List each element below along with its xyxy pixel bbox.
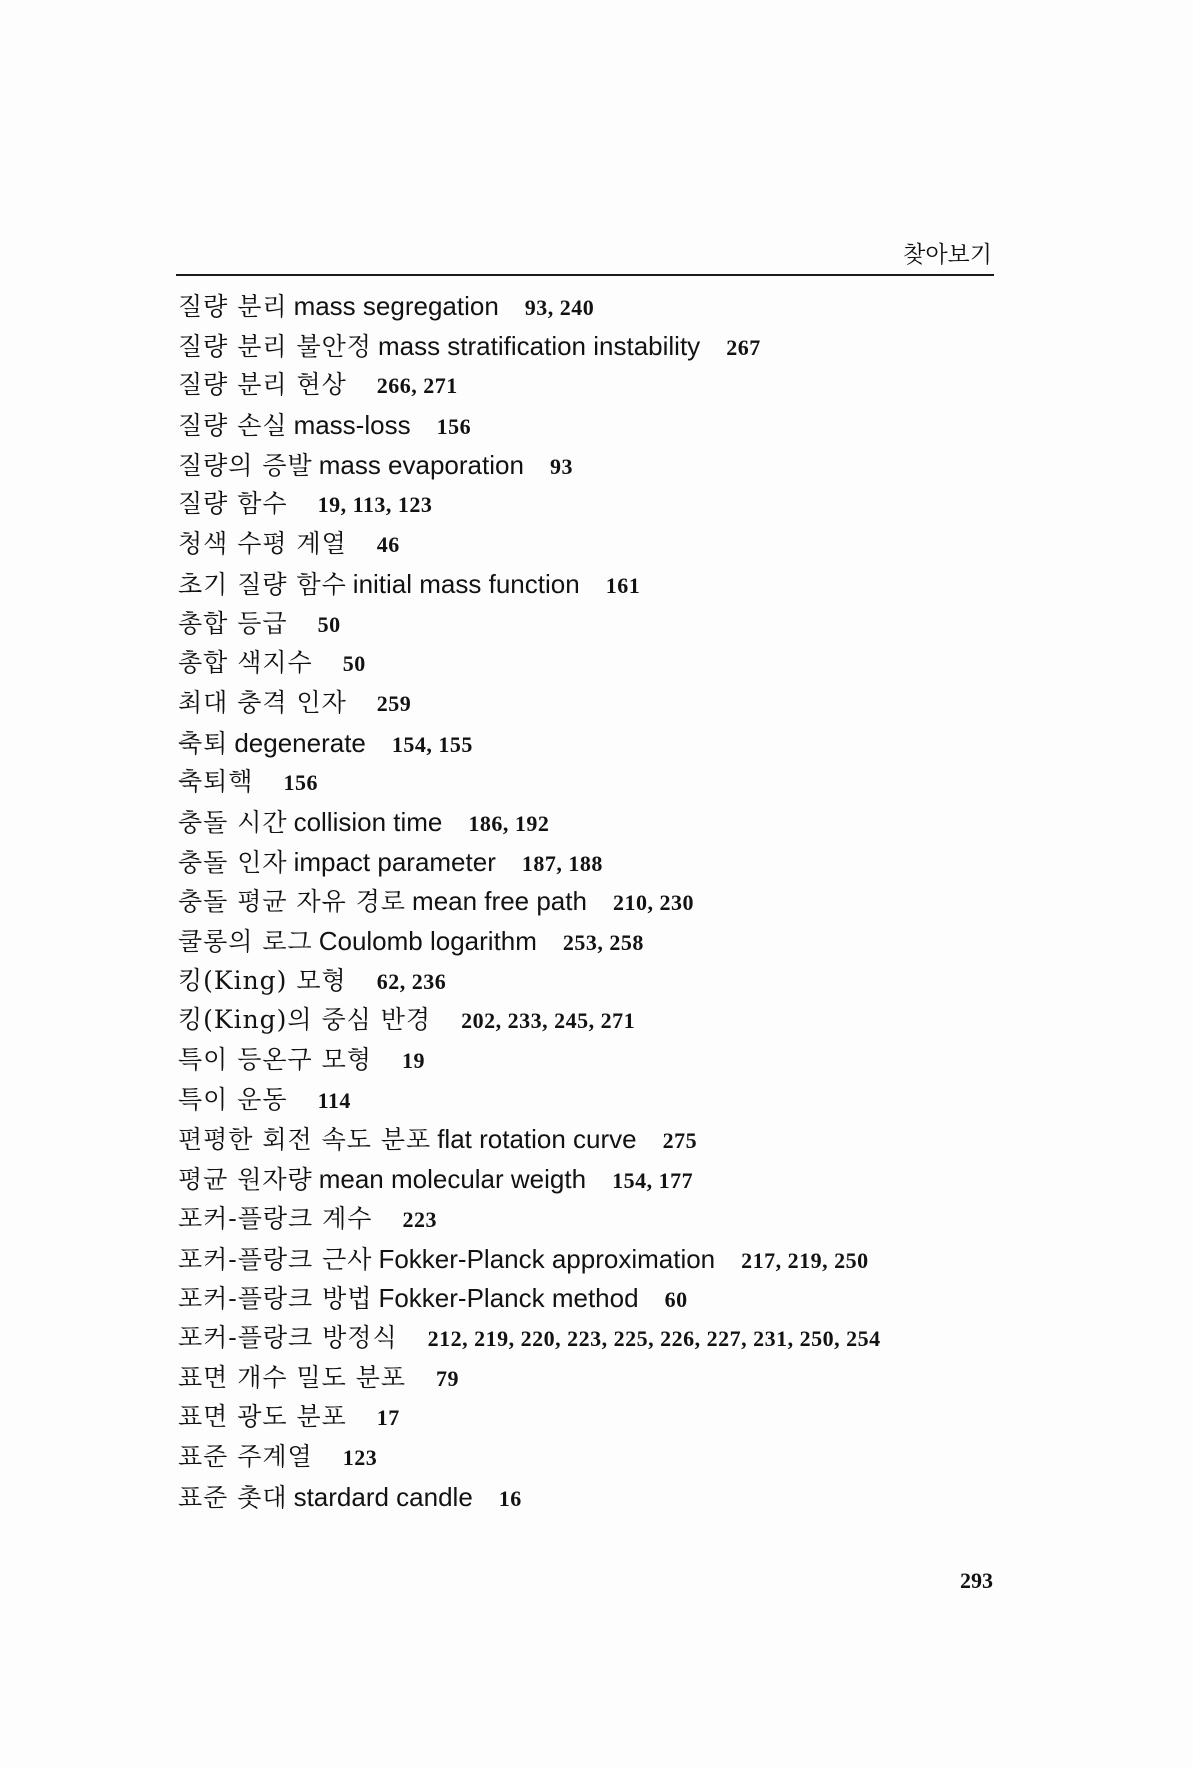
index-term-korean: 포커-플랑크 방법: [178, 1284, 373, 1314]
index-entry: [178, 961, 1018, 1001]
index-page-refs: 16: [498, 1485, 522, 1511]
index-term-korean: 초기 질량 함수: [178, 569, 347, 599]
index-term-korean: 질량 손실: [178, 411, 288, 441]
index-term-english: initial mass function: [352, 568, 580, 599]
index-term-korean: 질량 분리: [178, 292, 288, 321]
index-entry: [178, 564, 1018, 604]
index-entry: [178, 365, 1018, 405]
index-entry: [178, 286, 1018, 326]
index-page-refs: 253, 258: [562, 930, 644, 955]
index-entry: [178, 1477, 1018, 1517]
index-term-korean: 킹(King) 모형: [178, 965, 347, 995]
index-term-korean: 쿨롱의 로그: [178, 927, 313, 956]
index-entry: [178, 1358, 1018, 1398]
index-entry: [178, 1199, 1018, 1239]
index-term-english: mean molecular weigth: [318, 1164, 587, 1195]
index-page-refs: 19, 113, 123: [317, 492, 433, 518]
index-entry: [178, 1040, 1018, 1080]
page-number: 293: [960, 1568, 993, 1593]
index-page-refs: 187, 188: [521, 850, 603, 876]
index-term-korean: 충돌 시간: [178, 807, 288, 837]
index-page-refs: 123: [342, 1444, 378, 1470]
index-entry: [178, 1318, 1018, 1358]
index-term-english: Fokker-Planck method: [378, 1283, 639, 1314]
index-page-refs: 186, 192: [468, 810, 550, 836]
index-entry: [178, 604, 1018, 644]
index-term-korean: 총합 등급: [178, 608, 288, 638]
index-page-refs: 19: [401, 1048, 425, 1074]
index-page-refs: 114: [317, 1087, 351, 1113]
index-term-english: Fokker-Planck approximation: [378, 1243, 716, 1274]
index-page-refs: 202, 233, 245, 271: [461, 1008, 636, 1034]
index-term-korean: 충돌 평균 자유 경로: [178, 887, 407, 917]
index-term-korean: 표준 주계열: [178, 1441, 313, 1471]
index-entry: [178, 683, 1018, 723]
index-page-refs: 93: [549, 453, 573, 479]
index-entry: [178, 484, 1018, 524]
index-entry: [178, 524, 1018, 564]
index-term-korean: 킹(King)의 중심 반경: [178, 1005, 432, 1035]
index-entry: [178, 445, 1018, 485]
index-entry: [178, 1397, 1018, 1437]
index-entry: [178, 1278, 1018, 1318]
index-term-korean: 총합 색지수: [178, 648, 313, 678]
index-term-korean: 특이 등온구 모형: [178, 1045, 372, 1075]
index-term-korean: 충돌 인자: [178, 847, 288, 877]
index-entry: [178, 802, 1018, 842]
index-term-english: collision time: [293, 806, 443, 837]
index-term-korean: 질량 분리 현상: [178, 370, 347, 400]
index-term-korean: 편평한 회전 속도 분포: [178, 1125, 432, 1155]
index-term-english: mass-loss: [293, 410, 411, 441]
index-page-refs: 259: [376, 690, 412, 716]
index-entry: [178, 1239, 1018, 1279]
index-term-english: mean free path: [412, 886, 587, 917]
index-term-english: mass stratification instability: [377, 330, 701, 361]
index-page-refs: 17: [376, 1405, 400, 1431]
index-page-refs: 223: [402, 1206, 437, 1232]
index-list: [178, 286, 1018, 1516]
index-term-korean: 질량 분리 불안정: [178, 331, 372, 361]
index-entry: [178, 762, 1018, 802]
index-page-refs: 60: [664, 1287, 688, 1313]
index-page-refs: 50: [317, 611, 341, 637]
index-page-refs: 62, 236: [376, 968, 447, 994]
index-term-korean: 질량 함수: [178, 489, 288, 519]
index-entry: [178, 1080, 1018, 1120]
index-page-refs: 217, 219, 250: [741, 1247, 869, 1273]
index-term-korean: 표면 개수 밀도 분포: [178, 1362, 407, 1392]
index-entry: [178, 1119, 1018, 1159]
index-entry: [178, 643, 1018, 683]
running-head: [176, 232, 994, 276]
index-page-refs: 154, 155: [391, 731, 473, 757]
index-term-english: Coulomb logarithm: [318, 926, 537, 956]
index-page-refs: 267: [726, 334, 761, 360]
index-entry: [178, 405, 1018, 445]
index-page-refs: 210, 230: [612, 890, 694, 916]
index-page-refs: 46: [376, 532, 400, 558]
index-term-korean: 포커-플랑크 계수: [178, 1203, 373, 1233]
index-entry: [178, 1000, 1018, 1040]
index-entry: [178, 842, 1018, 882]
index-term-english: degenerate: [234, 727, 366, 758]
index-term-korean: 특이 운동: [178, 1084, 288, 1114]
index-page-refs: 154, 177: [612, 1168, 694, 1194]
index-term-korean: 평균 원자량: [178, 1165, 313, 1195]
index-term-korean: 축퇴핵: [178, 767, 254, 797]
index-entry: [178, 1159, 1018, 1199]
index-term-korean: 청색 수평 계열: [178, 529, 347, 559]
index-page-refs: 156: [436, 414, 472, 440]
index-term-english: mass segregation: [293, 291, 499, 321]
index-entry: [178, 881, 1018, 921]
index-term-korean: 표준 촛대: [178, 1482, 288, 1512]
index-page-refs: 93, 240: [524, 295, 595, 320]
index-term-korean: 포커-플랑크 근사: [178, 1244, 373, 1274]
index-page-refs: 156: [283, 770, 318, 796]
index-entry: [178, 723, 1018, 763]
index-term-english: mass evaporation: [318, 449, 524, 480]
index-entry: [178, 326, 1018, 366]
running-head-title: 찾아보기: [903, 242, 992, 268]
index-term-korean: 최대 충격 인자: [178, 687, 347, 717]
index-page-refs: 161: [605, 572, 641, 598]
index-page-refs: 266, 271: [376, 373, 458, 399]
index-term-english: impact parameter: [293, 846, 496, 877]
index-page-refs: 275: [662, 1128, 698, 1154]
index-page-refs: 50: [342, 651, 366, 677]
index-term-english: flat rotation curve: [437, 1124, 637, 1155]
index-term-korean: 표면 광도 분포: [178, 1402, 347, 1432]
index-entry: [178, 921, 1018, 961]
index-term-korean: 질량의 증발: [178, 450, 313, 480]
index-term-korean: 축퇴: [178, 728, 229, 758]
index-term-english: stardard candle: [293, 1481, 473, 1512]
index-page-refs: 79: [436, 1365, 460, 1391]
index-entry: [178, 1437, 1018, 1477]
index-page-refs: 212, 219, 220, 223, 225, 226, 227, 231, 250, 254: [427, 1325, 881, 1351]
index-term-korean: 포커-플랑크 방정식: [178, 1322, 398, 1352]
